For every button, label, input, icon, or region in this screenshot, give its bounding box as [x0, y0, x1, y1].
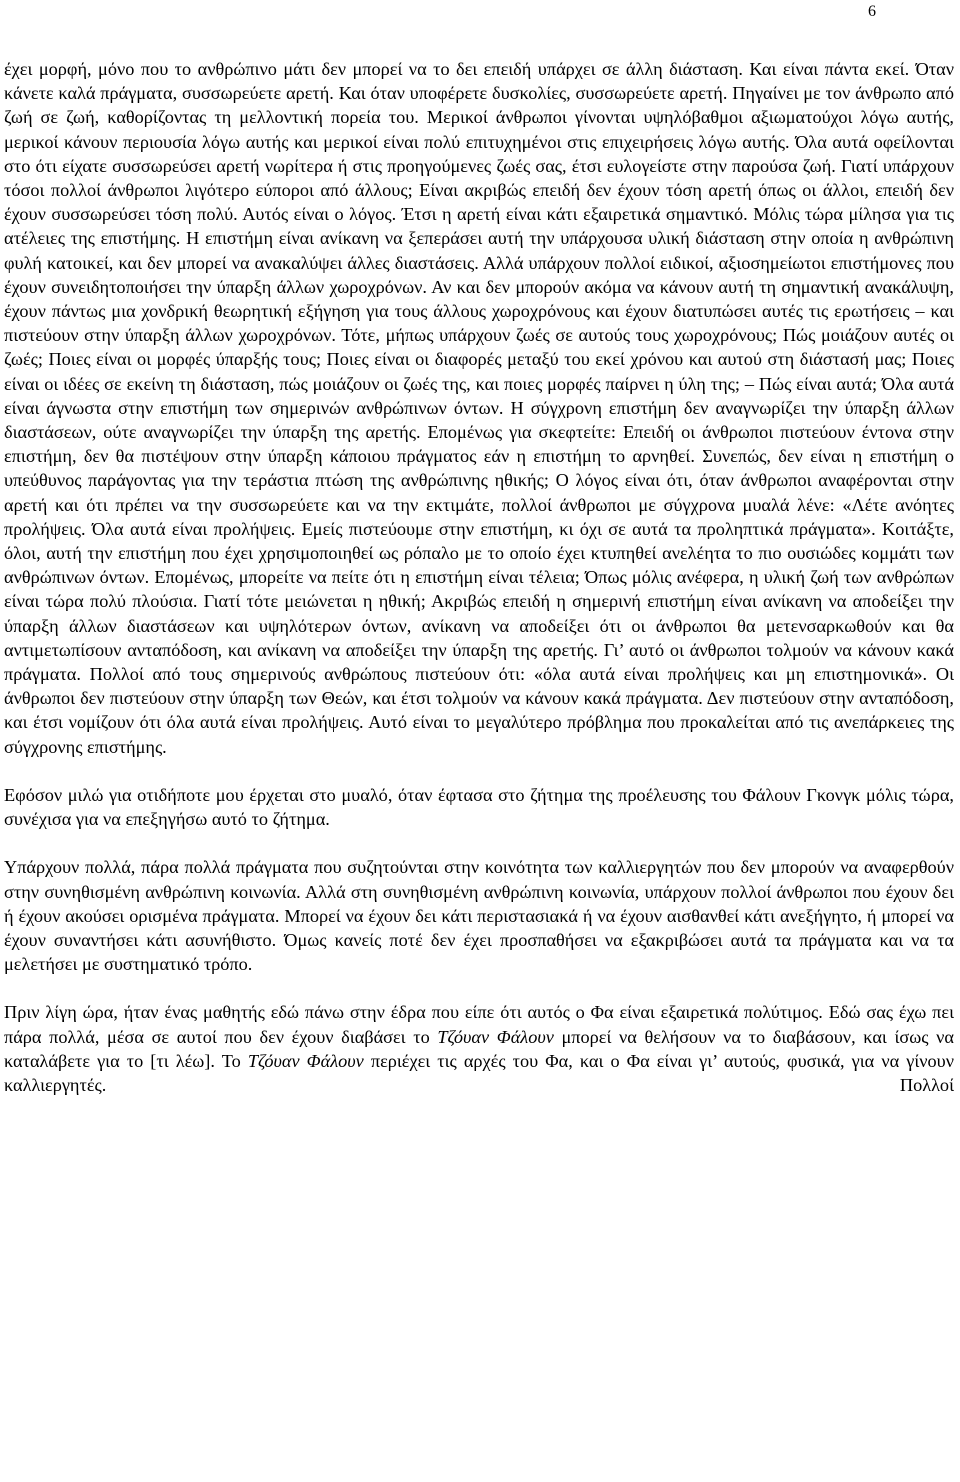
- paragraph-1: έχει μορφή, μόνο που το ανθρώπινο μάτι δεν μπορεί να το δει επειδή υπάρχει σε άλλη διάσταση. Και είναι πάντα εκεί. Όταν κάνετε καλά πράγματα, συσσωρεύετε αρετή. Και όταν υποφέρετε δυσκολίες, συσσωρεύετε αρετή. Πηγαίνει με τον άνθρωπο από ζωή σε ζωή, καθορίζοντας τη μελλοντική πορεία του. Μερικοί άνθρωποι γίνονται υψηλόβαθμοι αξιωματούχοι λόγω αυτής, μερικοί κάνουν περιουσία λόγω αυτής και μερικοί είναι πολύ επιτυχημένοι στις επιχειρήσεις λόγω αυτής. Όλα αυτά οφείλονται στο ότι είχατε συσσωρεύσει αρετή νωρίτερα ή στις προηγούμενες ζωές σας, έτσι ευλογείστε στην παρούσα ζωή. Γιατί υπάρχουν τόσοι πολλοί άνθρωποι λιγότερο εύποροι από άλλους; Είναι ακριβώς επειδή δεν έχουν τόση αρετή όπως οι άλλοι, επειδή δεν έχουν συσσωρεύσει τόση πολύ. Αυτός είναι ο λόγος. Έτσι η αρετή είναι κάτι εξαιρετικά σημαντικό. Μόλις τώρα μίλησα για τις ατέλειες της επιστήμης. Η επιστήμη είναι ανίκανη να ξεπεράσει αυτή την υπάρχουσα υλική διάσταση στην οποία η ανθρώπινη φυλή κατοικεί, και δεν μπορεί να ανακαλύψει άλλες διαστάσεις. Αλλά υπάρχουν πολλοί ειδικοί, αξιοσημείωτοι επιστήμονες που έχουν συνειδητοποιήσει την ύπαρξη άλλων χωροχρόνων. Αν και δεν μπορούν ακόμα να κάνουν αυτή τη σημαντική ανακάλυψη, έχουν πάντως μια χονδρική θεωρητική εξήγηση για τους άλλους χωροχρόνους και έχουν διατυπώσει αυτές τις ερωτήσεις – και πιστεύουν στην ύπαρξη άλλων χωροχρόνων. Τότε, μήπως υπάρχουν ζωές σε αυτούς τους χωροχρόνους; Πώς μοιάζουν αυτές οι ζωές; Ποιες είναι οι μορφές ύπαρξής τους; Ποιες είναι οι διαφορές μεταξύ του εκεί χρόνου και αυτού στη διάστασή μας; Ποιες είναι οι ιδέες σε εκείνη τη διάσταση, πώς μοιάζουν οι ζωές της, και ποιες μορφές παίρνει η ύλη της; – Πώς είναι αυτά; Όλα αυτά είναι άγνωστα στην επιστήμη των σημερινών ανθρώπινων όντων. Η σύγχρονη επιστήμη δεν αναγνωρίζει την ύπαρξη άλλων διαστάσεων, ούτε αναγνωρίζει την ύπαρξη της αρετής. Επομένως για σκεφτείτε: Επειδή οι άνθρωποι πιστεύουν έντονα στην επιστήμη, δεν θα πιστέψουν στην ύπαρξη κάποιου πράγματος εάν η επιστήμη το αρνηθεί. Συνεπώς, δεν είναι η επιστήμη ο υπεύθυνος παράγοντας για την τεράστια πτώση της ανθρώπινης ηθικής; Ο λόγος είναι ότι, όταν άνθρωποι αναφέρονται στην αρετή και ότι πρέπει να την συσσωρεύετε και να την εκτιμάτε, πολλοί άνθρωποι με σύγχρονα μυαλά λένε: «Λέτε ανόητες προλήψεις. Όλα αυτά είναι προλήψεις. Εμείς πιστεύουμε στην επιστήμη, κι όχι σε αυτά τα προληπτικά πράγματα». Κοιτάξτε, όλοι, αυτή την επιστήμη που έχει χρησιμοποιηθεί ως ρόπαλο με το οποίο έχει κτυπηθεί ανελέητα το πιο ουσιώδες κομμάτι των ανθρώπινων όντων. Επομένως, μπορείτε να πείτε ότι η επιστήμη είναι τέλεια; Όπως μόλις ανέφερα, η υλική ζωή των ανθρώπων είναι τώρα πολύ πλούσια. Γιατί τότε μειώνεται η ηθική; Ακριβώς επειδή η σημερινή επιστήμη είναι ανίκανη να αποδείξει την ύπαρξη άλλων διαστάσεων και υψηλότερων όντων, ανίκανη να αποδείξει ότι οι άνθρωποι θα μετενσαρκωθούν και θα αντιμετωπίσουν ανταπόδοση, και ανίκανη να αποδείξει την ύπαρξη της αρετής. Γι’ αυτό οι άνθρωποι τολμούν να κάνουν κακά πράγματα. Πολλοί από τους σημερινούς ανθρώπους πιστεύουν ότι: «όλα αυτά είναι προλήψεις και μη επιστημονικά». Οι άνθρωποι δεν πιστεύουν στην ύπαρξη των Θεών, και έτσι τολμούν να κάνουν κακά πράγματα. Δεν πιστεύουν στην ανταπόδοση, και έτσι νομίζουν ότι όλα αυτά είναι προλήψεις. Αυτό είναι το μεγαλύτερο πρόβλημα που προκαλείται από τις ανεπάρκειες της σύγχρονης επιστήμης.: [4, 59, 954, 757]
- paragraph-2: Εφόσον μιλώ για οτιδήποτε μου έρχεται στο μυαλό, όταν έφτασα στο ζήτημα της προέλευσης του Φάλουν Γκονγκ μόλις τώρα, συνέχισα για να επεξηγήσω αυτό το ζήτημα.: [4, 784, 954, 830]
- paragraph-4-part-3: περιέχει τις αρχές του Φα, και ο Φα είναι γι’ αυτούς, φυσικά, για να γίνουν καλλιεργητές. Πολλοί: [4, 1050, 954, 1095]
- page-number: 6: [868, 3, 876, 20]
- paragraph-4: [4, 1000, 954, 1097]
- paragraph-4-part-1: Πριν λίγη ώρα, ήταν ένας μαθητής εδώ πάνω στην έδρα που είπε ότι αυτός ο Φα είναι εξαιρετικά πολύτιμος. Εδώ σας έχω πει πάρα πολλά, μέσα σε αυτοί που δεν έχουν διαβάσει το: [4, 1002, 954, 1047]
- book-title-2: Τζόυαν Φάλουν: [247, 1050, 364, 1071]
- book-title-1: Τζόυαν Φάλουν: [437, 1026, 554, 1047]
- paragraph-3: Υπάρχουν πολλά, πάρα πολλά πράγματα που συζητούνται στην κοινότητα των καλλιεργητών που δεν μπορούν να αναφερθούν στην συνηθισμένη ανθρώπινη κοινωνία. Αλλά στη συνηθισμένη ανθρώπινη κοινωνία, υπάρχουν πολλοί άνθρωποι που έχουν δει ή έχουν ακούσει ορισμένα πράγματα. Μπορεί να έχουν δει κάτι περιστασιακά ή να έχουν αισθανθεί κάτι ανεξήγητο, ή μπορεί να έχουν συναντήσει κάτι ασυνήθιστο. Όμως κανείς ποτέ δεν έχει προσπαθήσει να εξακριβώσει αυτά τα πράγματα και να τα μελετήσει με συστηματικό τρόπο.: [4, 857, 954, 975]
- paragraph-4-part-2: μπορεί να θελήσουν να το διαβάσουν, και ίσως να καταλάβετε για το [τι λέω]. Το: [4, 1026, 954, 1071]
- document-body: [4, 57, 954, 1097]
